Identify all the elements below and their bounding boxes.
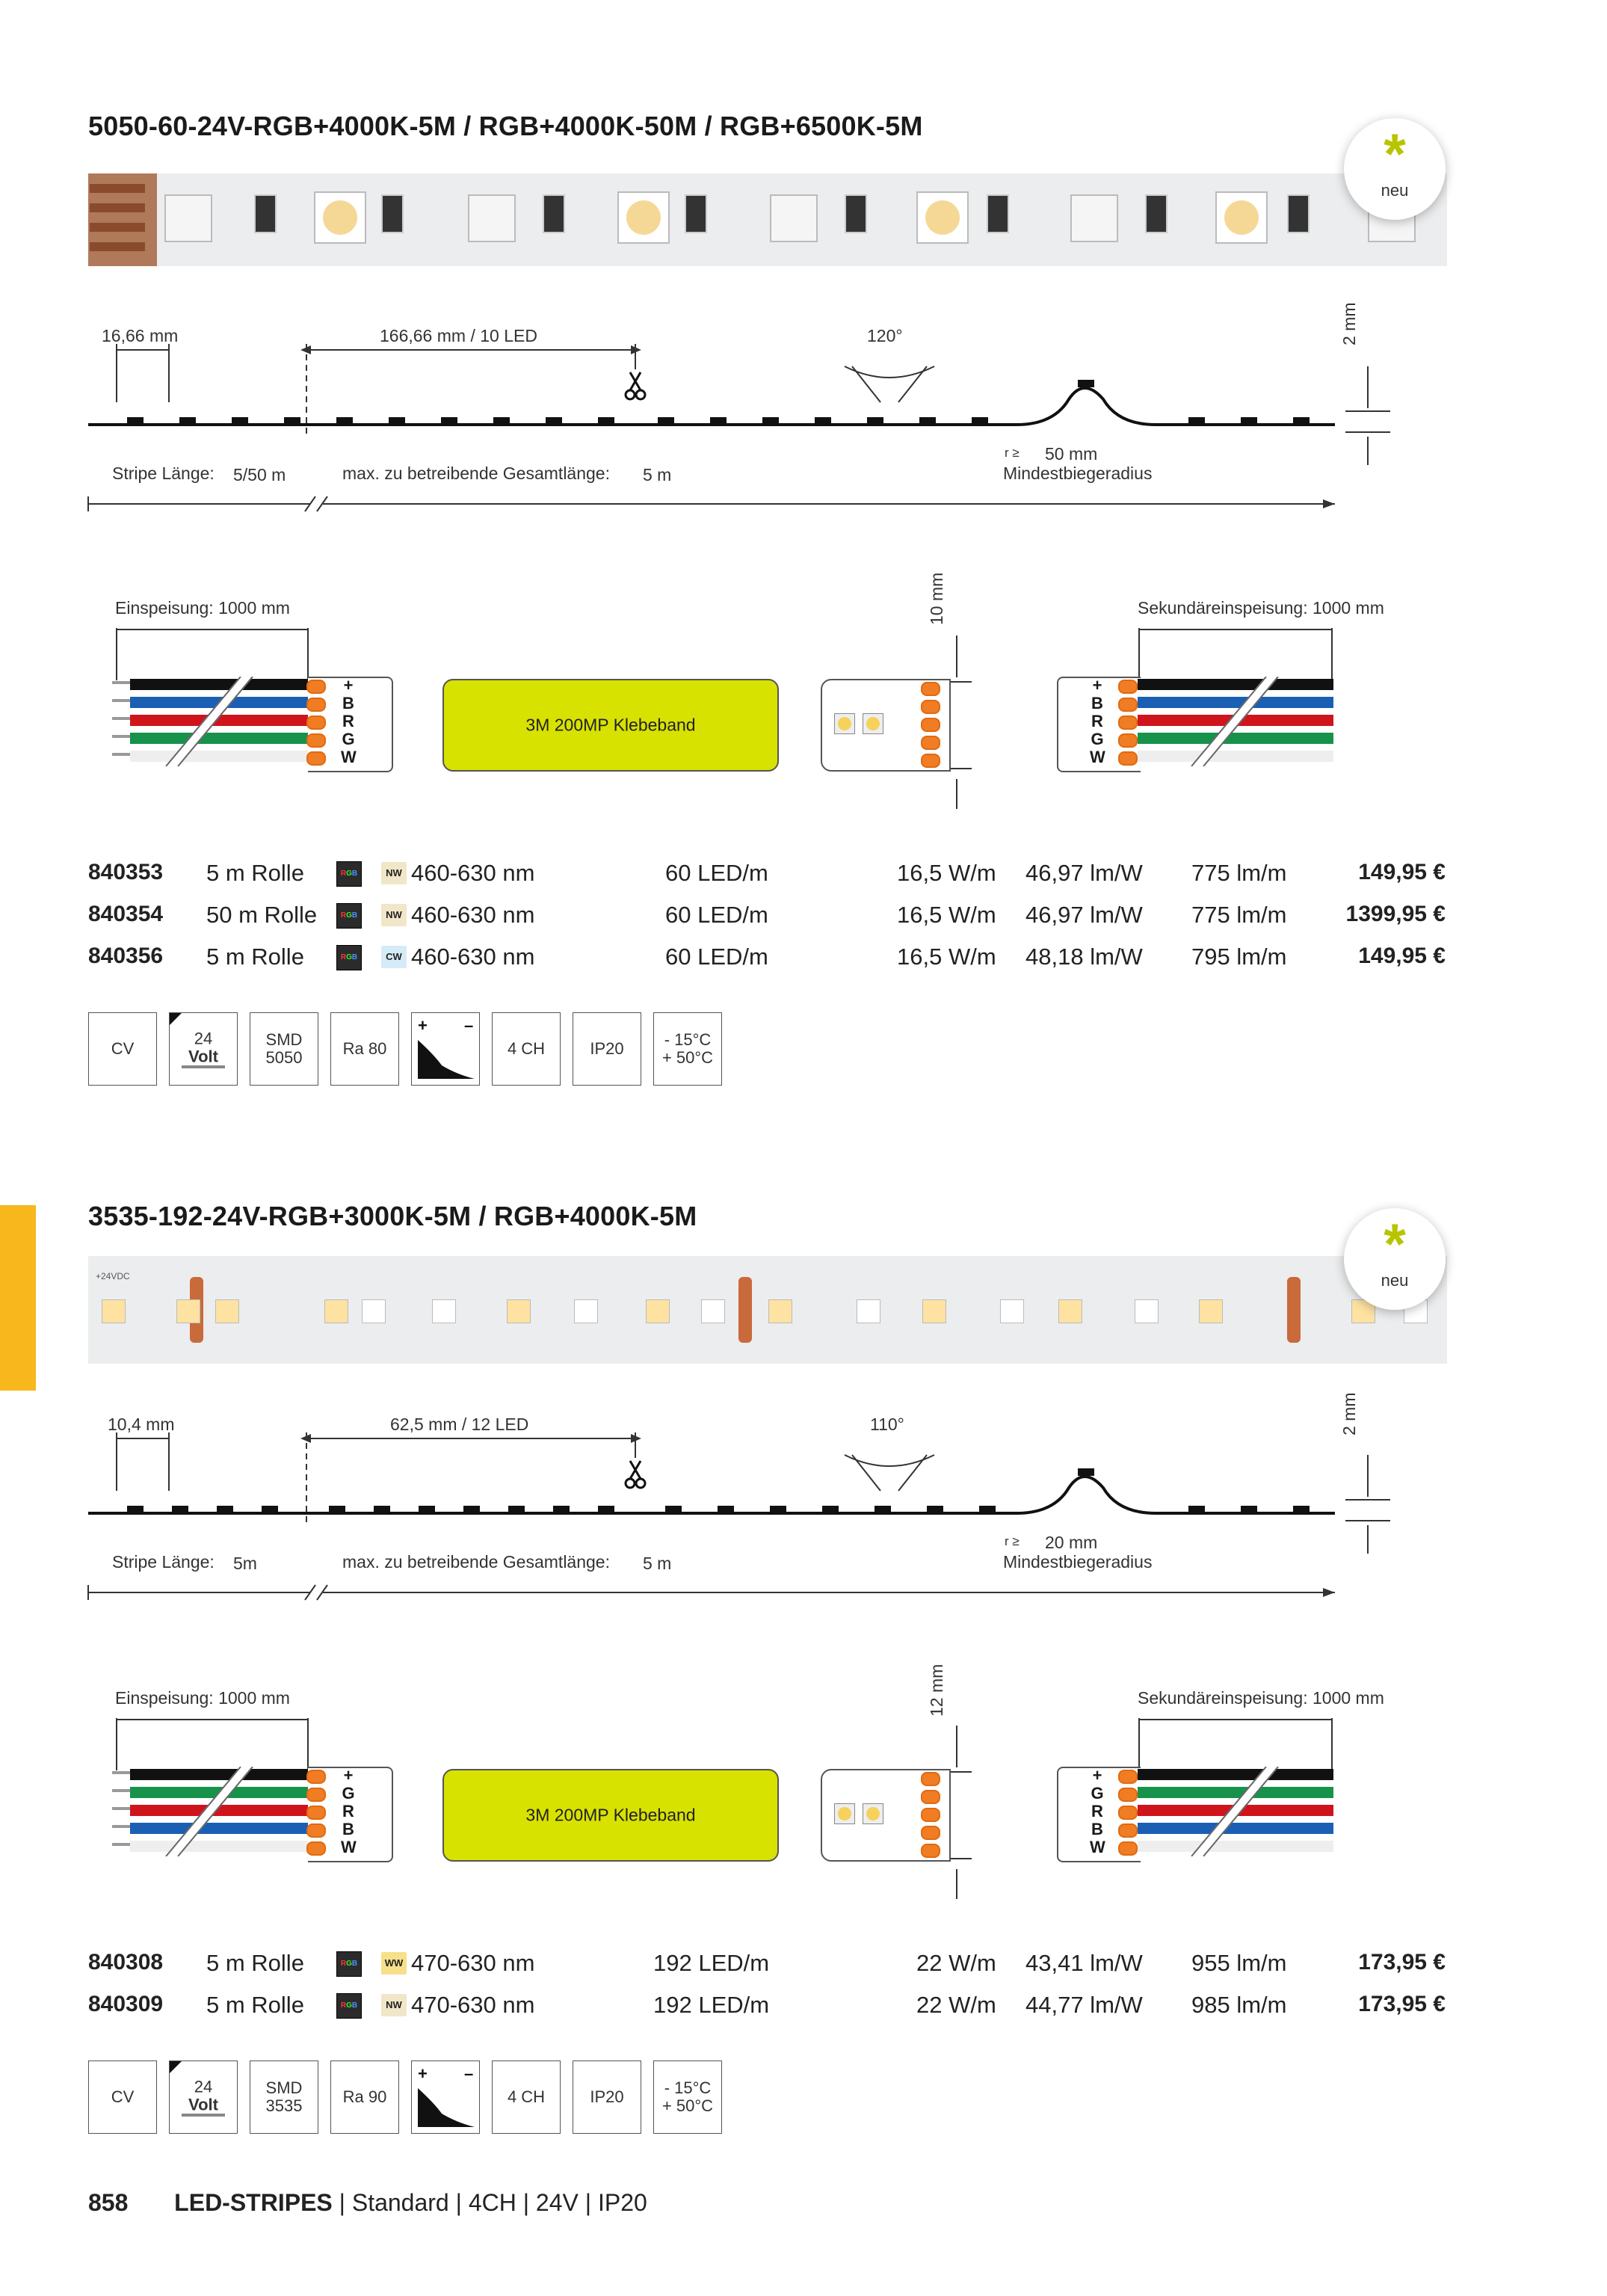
pin-label: + xyxy=(343,1766,354,1785)
max-length-value: 5 m xyxy=(643,1554,672,1573)
efficacy: 44,77 lm/W xyxy=(1025,1992,1143,2018)
rgb-icon: RGB xyxy=(336,945,362,970)
feed-label: Einspeisung: 1000 mm xyxy=(115,598,290,618)
luminous-flux: 775 lm/m xyxy=(1191,902,1287,928)
product-row xyxy=(0,944,1607,973)
pin-label: + xyxy=(1092,1766,1102,1785)
radius-symbol: r ≥ xyxy=(1005,1534,1020,1548)
pin-label: + xyxy=(1092,676,1102,695)
strip-width-label: 10 mm xyxy=(927,572,946,625)
feature-icon: SMD 3535 xyxy=(250,2060,318,2134)
voltage-icon: 24 Volt xyxy=(169,2060,238,2134)
svg-text:+: + xyxy=(418,2064,428,2083)
beam-angle-label: 110° xyxy=(870,1415,904,1434)
feature-icon: CV xyxy=(88,2060,157,2134)
star-icon: * xyxy=(1384,1213,1406,1276)
stripe-length-label: Stripe Länge: xyxy=(112,1552,215,1572)
radius-value: 50 mm xyxy=(1045,444,1098,464)
price: 149,95 € xyxy=(1358,860,1446,884)
wavelength: 470-630 nm xyxy=(411,1992,535,2018)
article-number: 840309 xyxy=(88,1992,164,2016)
secondary-feed-label: Sekundäreinspeisung: 1000 mm xyxy=(1138,1688,1384,1708)
power: 16,5 W/m xyxy=(897,860,996,886)
radius-symbol: r ≥ xyxy=(1005,446,1020,460)
page-footer xyxy=(88,2189,647,2217)
pin-label: W xyxy=(341,1838,357,1856)
power: 16,5 W/m xyxy=(897,944,996,970)
pin-label: G xyxy=(342,1784,355,1803)
pin-label: G xyxy=(342,730,355,748)
led-pitch-label: 16,66 mm xyxy=(102,326,179,345)
stripe-length-value: 5m xyxy=(233,1554,257,1573)
pin-label: W xyxy=(341,748,357,766)
adhesive-tape xyxy=(442,1769,779,1862)
feature-icon: IP20 xyxy=(573,2060,641,2134)
stripe-length-value: 5/50 m xyxy=(233,465,286,484)
led-density: 60 LED/m xyxy=(665,902,768,928)
dimmable-icon xyxy=(411,1012,480,1086)
wavelength: 470-630 nm xyxy=(411,1950,535,1976)
new-label: neu xyxy=(1381,1271,1409,1290)
rgb-icon: RGB xyxy=(336,1993,362,2019)
luminous-flux: 795 lm/m xyxy=(1191,944,1287,970)
package-size: 5 m Rolle xyxy=(206,860,304,886)
page-number: 858 xyxy=(88,2189,129,2216)
feed-label: Einspeisung: 1000 mm xyxy=(115,1688,290,1708)
secondary-cable xyxy=(1138,1767,1333,1856)
max-length-label: max. zu betreibende Gesamtlänge: xyxy=(342,464,610,483)
color-temp-badge: WW xyxy=(381,1952,407,1975)
color-temp-badge: NW xyxy=(381,1994,407,2016)
svg-text:–: – xyxy=(464,1016,474,1035)
feature-icon: - 15°C + 50°C xyxy=(653,1012,722,1086)
pin-label: B xyxy=(342,694,354,713)
efficacy: 46,97 lm/W xyxy=(1025,860,1143,886)
scissors-icon xyxy=(626,1461,645,1488)
strip-dimension-drawing xyxy=(82,1425,1420,1612)
strip-height-label: 2 mm xyxy=(1339,302,1359,345)
section-title: 3535-192-24V-RGB+3000K-5M / RGB+4000K-5M xyxy=(88,1201,697,1231)
led-density: 192 LED/m xyxy=(653,1992,770,2018)
feature-icon: - 15°C + 50°C xyxy=(653,2060,722,2134)
secondary-feed-connector xyxy=(1057,677,1141,772)
strip-start-connector xyxy=(308,677,393,772)
secondary-cable xyxy=(1138,677,1333,766)
strip-dimension-drawing xyxy=(82,336,1420,523)
cut-interval-label: 62,5 mm / 12 LED xyxy=(390,1415,529,1434)
price: 1399,95 € xyxy=(1345,902,1446,926)
package-size: 50 m Rolle xyxy=(206,902,318,928)
efficacy: 43,41 lm/W xyxy=(1025,1950,1143,1976)
feed-cable xyxy=(112,1767,314,1856)
adhesive-tape xyxy=(442,679,779,772)
product-photo-strip xyxy=(88,173,1447,266)
beam-angle-label: 120° xyxy=(867,326,903,345)
rgb-icon: RGB xyxy=(336,903,362,929)
adhesive-tape-label: 3M 200MP Klebeband xyxy=(525,1805,696,1825)
max-length-value: 5 m xyxy=(643,465,672,484)
article-number: 840308 xyxy=(88,1950,164,1975)
price: 149,95 € xyxy=(1358,944,1446,968)
radius-value: 20 mm xyxy=(1045,1533,1098,1552)
rgb-icon: RGB xyxy=(336,861,362,887)
pin-label: B xyxy=(1091,694,1103,713)
adhesive-tape-label: 3M 200MP Klebeband xyxy=(525,715,696,735)
pin-label: W xyxy=(1090,1838,1105,1856)
price: 173,95 € xyxy=(1358,1950,1446,1975)
pin-label: B xyxy=(1091,1820,1103,1838)
power: 16,5 W/m xyxy=(897,902,996,928)
led-density: 192 LED/m xyxy=(653,1950,770,1976)
dimmable-icon xyxy=(411,2060,480,2134)
feature-icon: IP20 xyxy=(573,1012,641,1086)
pin-label: G xyxy=(1091,730,1104,748)
chapter-tab xyxy=(0,1205,36,1391)
feature-icon: SMD 5050 xyxy=(250,1012,318,1086)
strip-height-label: 2 mm xyxy=(1339,1392,1359,1435)
radius-label: Mindestbiegeradius xyxy=(1003,464,1153,483)
feature-icon: 4 CH xyxy=(492,1012,561,1086)
wavelength: 460-630 nm xyxy=(411,860,535,886)
feature-icon: CV xyxy=(88,1012,157,1086)
feature-icon: Ra 90 xyxy=(330,2060,399,2134)
feature-icon: 4 CH xyxy=(492,2060,561,2134)
voltage-icon: 24 Volt xyxy=(169,1012,238,1086)
luminous-flux: 955 lm/m xyxy=(1191,1950,1287,1976)
pin-label: R xyxy=(1091,712,1103,730)
pin-label: R xyxy=(342,1802,354,1821)
feed-cable xyxy=(112,677,314,766)
product-row xyxy=(0,1992,1607,2022)
pin-label: + xyxy=(343,676,354,695)
color-temp-badge: CW xyxy=(381,946,407,968)
pin-label: R xyxy=(1091,1802,1103,1821)
product-row xyxy=(0,860,1607,890)
package-size: 5 m Rolle xyxy=(206,944,304,970)
feature-icon: Ra 80 xyxy=(330,1012,399,1086)
scissors-icon xyxy=(626,372,645,399)
color-temp-badge: NW xyxy=(381,904,407,926)
footer-category: LED-STRIPES xyxy=(174,2189,333,2216)
product-row xyxy=(0,1950,1607,1980)
package-size: 5 m Rolle xyxy=(206,1950,304,1976)
efficacy: 46,97 lm/W xyxy=(1025,902,1143,928)
cut-interval-label: 166,66 mm / 10 LED xyxy=(380,326,537,345)
package-size: 5 m Rolle xyxy=(206,1992,304,2018)
led-density: 60 LED/m xyxy=(665,860,768,886)
secondary-feed-connector xyxy=(1057,1767,1141,1862)
power: 22 W/m xyxy=(916,1950,996,1976)
strip-end-segment xyxy=(821,679,951,772)
pin-label: G xyxy=(1091,1784,1104,1803)
wavelength: 460-630 nm xyxy=(411,944,535,970)
new-badge xyxy=(1344,1208,1446,1310)
article-number: 840354 xyxy=(88,902,164,926)
article-number: 840353 xyxy=(88,860,164,884)
pin-label: B xyxy=(342,1820,354,1838)
luminous-flux: 775 lm/m xyxy=(1191,860,1287,886)
pin-label: R xyxy=(342,712,354,730)
max-length-label: max. zu betreibende Gesamtlänge: xyxy=(342,1552,610,1572)
rgb-icon: RGB xyxy=(336,1951,362,1977)
strip-start-connector xyxy=(308,1767,393,1862)
star-icon: * xyxy=(1384,123,1406,186)
svg-text:+: + xyxy=(418,1016,428,1035)
led-density: 60 LED/m xyxy=(665,944,768,970)
color-temp-badge: NW xyxy=(381,862,407,884)
pin-label: W xyxy=(1090,748,1105,766)
product-photo-strip: +24VDC xyxy=(88,1256,1447,1364)
new-badge xyxy=(1344,118,1446,220)
wavelength: 460-630 nm xyxy=(411,902,535,928)
price: 173,95 € xyxy=(1358,1992,1446,2016)
luminous-flux: 985 lm/m xyxy=(1191,1992,1287,2018)
article-number: 840356 xyxy=(88,944,164,968)
radius-label: Mindestbiegeradius xyxy=(1003,1552,1153,1572)
new-label: neu xyxy=(1381,181,1409,200)
strip-width-label: 12 mm xyxy=(927,1663,946,1717)
footer-tail: | Standard | 4CH | 24V | IP20 xyxy=(332,2189,647,2216)
svg-text:–: – xyxy=(464,2064,474,2083)
efficacy: 48,18 lm/W xyxy=(1025,944,1143,970)
section-title: 5050-60-24V-RGB+4000K-5M / RGB+4000K-50M / RGB+6500K-5M xyxy=(88,111,923,141)
led-pitch-label: 10,4 mm xyxy=(108,1415,175,1434)
secondary-feed-label: Sekundäreinspeisung: 1000 mm xyxy=(1138,598,1384,618)
product-row xyxy=(0,902,1607,932)
strip-end-segment xyxy=(821,1769,951,1862)
power: 22 W/m xyxy=(916,1992,996,2018)
stripe-length-label: Stripe Länge: xyxy=(112,464,215,483)
